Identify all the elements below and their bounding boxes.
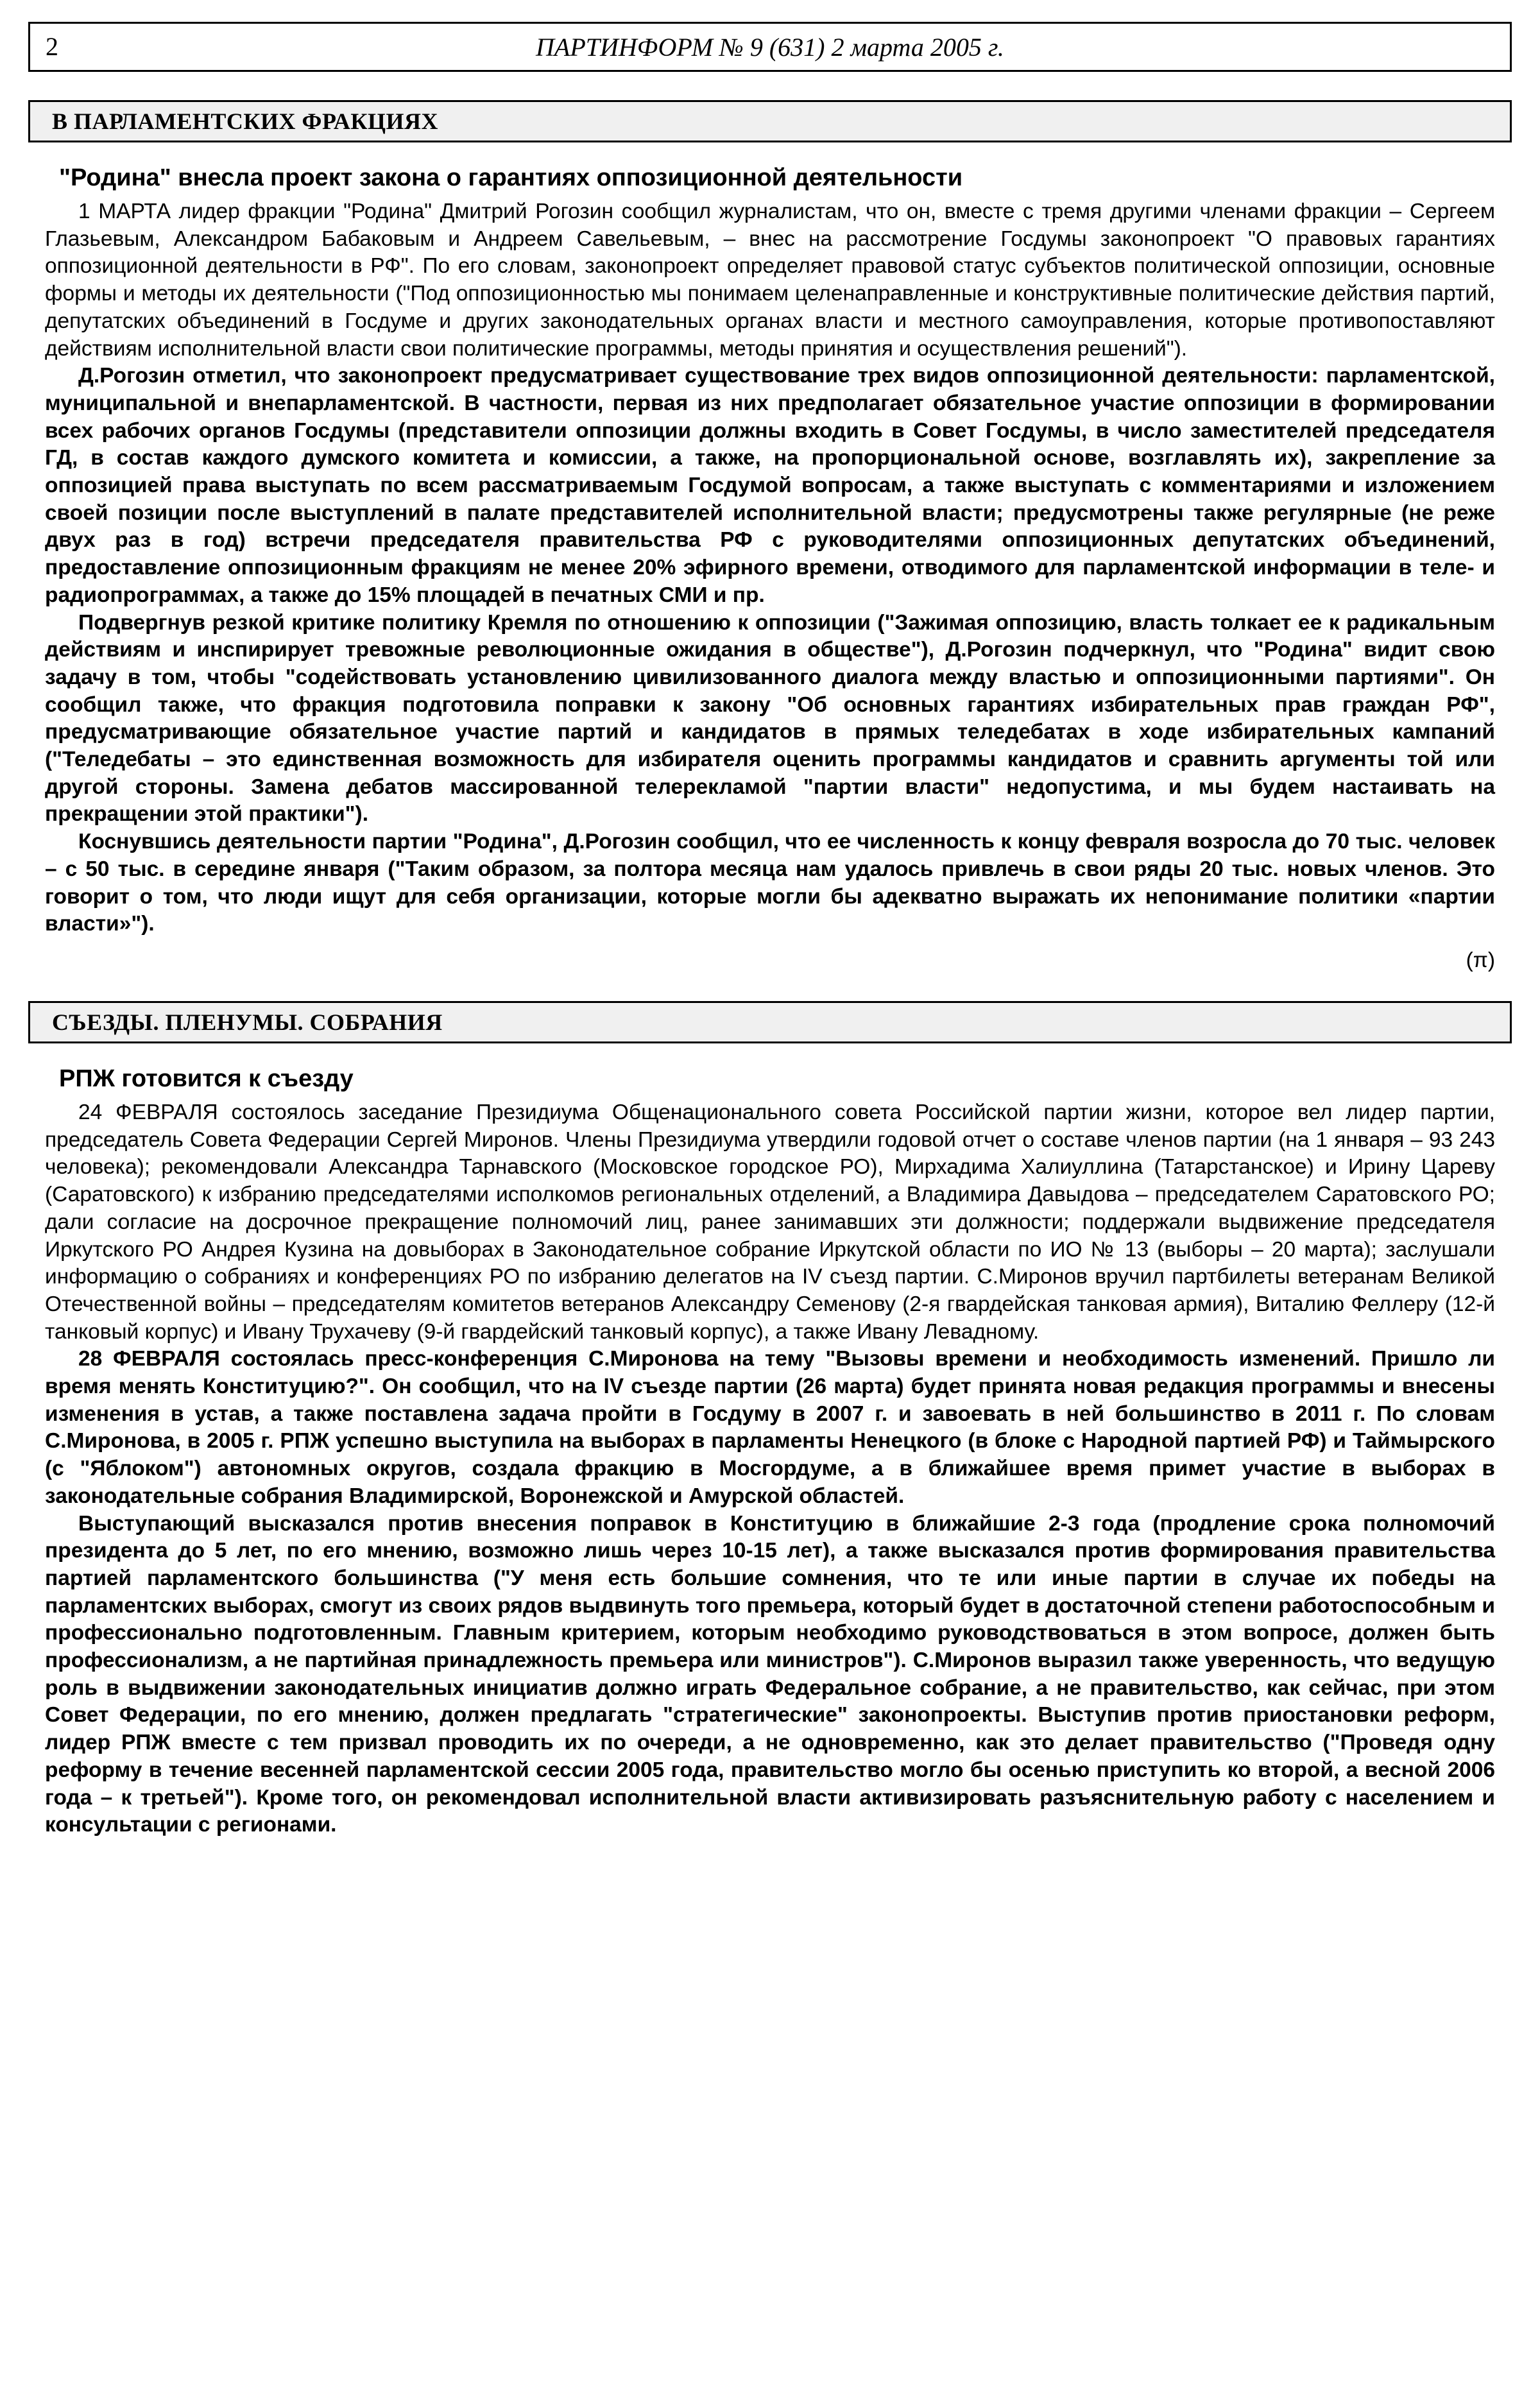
article-title: РПЖ готовится к съезду [59, 1065, 354, 1092]
article-title: "Родина" внесла проект закона о гарантиях оппозиционной деятельности [59, 164, 963, 191]
article-rpzh-congress [28, 1065, 1512, 1839]
section-header-congresses-plenums-meetings [28, 1001, 1512, 1043]
section-header-label: СЪЕЗДЫ. ПЛЕНУМЫ. СОБРАНИЯ [52, 1009, 443, 1035]
article-paragraph: 28 ФЕВРАЛЯ состоялась пресс-конференция С.Миронова на тему "Вызовы времени и необходимость изменений. Пришло ли время менять Конституцию?". Он сообщил, что на IV съезде партии (26 марта) будет принята новая редакция программы и внесены изменения в устав, а также поставлена задача пройти в Госдуму в 2007 г. и завоевать в ней большинство в 2011 г. По словам С.Миронова, в 2005 г. РПЖ успешно выступила на выборах в парламенты Ненецкого (в блоке с Народной партией РФ) и Таймырского (с "Яблоком") автономных округов, создала фракцию в Мосгордуме, а в ближайшее время примет участие в выборах в законодательные собрания Владимирской, Воронежской и Амурской областей. [45, 1347, 1495, 1508]
article-rodina-bill [28, 164, 1512, 973]
section-header-parliamentary-factions [28, 100, 1512, 142]
article-paragraph: Коснувшись деятельности партии "Родина", Д.Рогозин сообщил, что ее численность к концу февраля возросла до 70 тыс. человек – с 50 тыс. в середине января ("Таким образом, за полтора месяца нам удалось привлечь в свои ряды 20 тыс. новых членов. Это говорит о том, что люди ищут для себя организации, которые могли бы адекватно выражать их непонимание политики «партии власти»"). [45, 830, 1495, 936]
page-number: 2 [46, 32, 58, 61]
page-header [28, 22, 1512, 72]
article-signature: (π) [1466, 948, 1495, 972]
article-paragraph: 24 ФЕВРАЛЯ состоялось заседание Президиума Общенационального совета Российской партии жизни, которое вел лидер партии, председатель Совета Федерации Сергей Миронов. Члены Президиума утвердили годовой отчет о составе членов партии (на 1 января – 93 243 человека); рекомендовали Александра Тарнавского (Московское городское РО), Мирхадима Халиуллина (Татарстанское) и Ирину Цареву (Саратовского) к избранию председателями исполкомов региональных отделений, а Владимира Давыдова – председателем Саратовского РО; дали согласие на досрочное прекращение полномочий лиц, ранее занимавших эти должности; поддержали выдвижение председателя Иркутского РО Андрея Кузина на довыборах в Законодательное собрание Иркутской области по ИО № 13 (выборы – 20 марта); заслушали информацию о собраниях и конференциях РО по избранию делегатов на IV съезд партии. С.Миронов вручил партбилеты ветеранам Великой Отечественной войны – председателям комитетов ветеранов Александру Семенову (2-я гвардейская танковая армия), Виталию Феллеру (12-й танковый корпус) и Ивану Трухачеву (9-й гвардейский танковый корпус), а также Ивану Левадному. [45, 1100, 1495, 1344]
publication-title: ПАРТИНФОРМ № 9 (631) 2 марта 2005 г. [536, 32, 1004, 62]
section-header-label: В ПАРЛАМЕНТСКИХ ФРАКЦИЯХ [52, 108, 438, 134]
article-paragraph: 1 МАРТА лидер фракции "Родина" Дмитрий Рогозин сообщил журналистам, что он, вместе с тремя другими членами фракции – Сергеем Глазьевым, Александром Бабаковым и Андреем Савельевым, – внес на рассмотрение Госдумы законопроект "О правовых гарантиях оппозиционной деятельности в РФ". По его словам, законопроект определяет правовой статус субъектов политической оппозиции, основные формы и методы их деятельности ("Под оппозиционностью мы понимаем целенаправленные и конструктивные политические действия партий, депутатских объединений в Госдуме и других законодательных органах власти и местного самоуправления, которые противопоставляют действиям исполнительной власти свои политические программы, методы принятия и осуществления решений"). [45, 200, 1495, 361]
article-paragraph: Д.Рогозин отметил, что законопроект предусматривает существование трех видов оппозиционной деятельности: парламентской, муниципальной и внепарламентской. В частности, первая из них предполагает обязательное участие оппозиции в формировании всех рабочих органов Госдумы (представители оппозиции должны входить в Совет Госдумы, в число заместителей председателя ГД, в состав каждого думского комитета и комиссии, а также, на пропорциональной основе, возглавлять их), закрепление за оппозицией права выступать по всем рассматриваемым Госдумой вопросам, а также выступать с комментариями и изложением своей позиции после выступлений в палате представителей исполнительной власти; предусмотрены также регулярные (не реже двух раз в год) встречи председателя правительства РФ с руководителями оппозиционных депутатских объединений, предоставление оппозиционным фракциям не менее 20% эфирного времени, отводимого для парламентской информации в теле- и радиопрограммах, а также до 15% площадей в печатных СМИ и пр. [45, 364, 1495, 607]
article-paragraph: Выступающий высказался против внесения поправок в Конституцию в ближайшие 2-3 года (продление срока полномочий президента до 5 лет, по его мнению, возможно лишь через 10-15 лет), а также высказался против формирования правительства партией парламентского большинства ("У меня есть большие сомнения, что те или иные партии в случае их победы на парламентских выборах, смогут из своих рядов выдвинуть того премьера, который будет в достаточной степени работоспособным и профессионально подготовленным. Главным критерием, которым необходимо руководствоваться в этом вопросе, должен быть профессионализм, а не партийная принадлежность премьера или министров"). С.Миронов выразил также уверенность, что ведущую роль в выдвижении законодательных инициатив должно играть Федеральное собрание, а не правительство, как сейчас, при этом Совет Федерации, по его мнению, должен предлагать "стратегические" законопроекты. Выступив против приостановки реформ, лидер РПЖ вместе с тем призвал проводить их по очереди, а не одновременно, как это делает правительство ("Проведя одну реформу в течение весенней парламентской сессии 2005 года, правительство могло бы осенью приступить ко второй, а весной 2006 года – к третьей"). Кроме того, он рекомендовал исполнительной власти активизировать разъяснительную работу с населением и консультации с регионами. [45, 1511, 1495, 1837]
article-paragraph: Подвергнув резкой критике политику Кремля по отношению к оппозиции ("Зажимая оппозицию, власть толкает ее к радикальным действиям и инспирирует тревожные революционные ожидания в обществе"), Д.Рогозин подчеркнул, что "Родина" видит свою задачу в том, чтобы "содействовать установлению цивилизованного диалога между властью и оппозиционными партиями". Он сообщил также, что фракция подготовила поправки к закону "Об основных гарантиях избирательных прав граждан РФ", предусматривающие обязательное участие партий и кандидатов в прямых теледебатах в ходе избирательных кампаний ("Теледебаты – это единственная возможность для избирателя оценить программы кандидатов и сравнить аргументы той или другой стороны. Замена дебатов массированной телерекламой "партии власти" недопустима, и мы будем настаивать на прекращении этой практики"). [45, 610, 1495, 827]
